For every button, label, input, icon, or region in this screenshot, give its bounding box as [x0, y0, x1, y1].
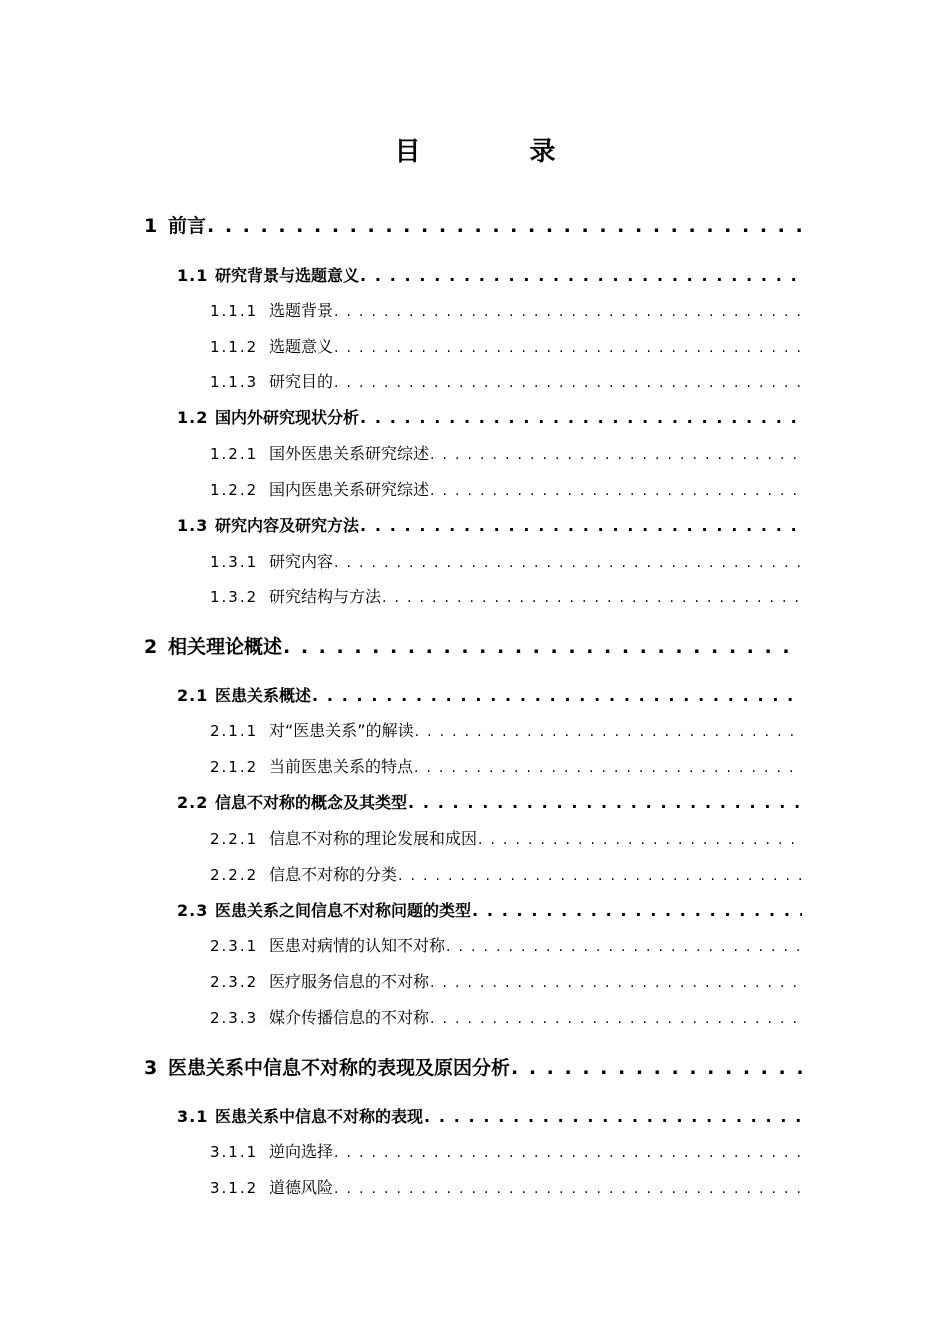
toc-entry-number: 1.1.1: [210, 302, 259, 320]
dot-leader: [360, 405, 802, 431]
dot-leader: [334, 550, 802, 575]
dot-leader: [312, 683, 802, 709]
toc-entry-number: 1.2: [177, 408, 209, 427]
toc-entry-title: 医患关系之间信息不对称问题的类型: [215, 901, 472, 920]
toc-entry-number: 1.1.2: [210, 338, 259, 356]
toc-entry[interactable]: [177, 263, 802, 289]
toc-entry[interactable]: [144, 632, 802, 662]
toc-entry[interactable]: [177, 513, 802, 539]
toc-entry[interactable]: [210, 584, 802, 610]
toc-entry-title: 医患对病情的认知不对称: [269, 936, 446, 955]
toc-entry-number: 3.1.2: [210, 1179, 259, 1197]
toc-entry[interactable]: [210, 933, 802, 959]
toc-entry[interactable]: [210, 298, 802, 324]
dot-leader: [382, 585, 802, 610]
dot-leader: [478, 827, 802, 852]
toc-entry-number: 3: [144, 1057, 158, 1079]
toc-entry-number: 1.2.2: [210, 481, 259, 499]
toc-entry-title: 医疗服务信息的不对称: [269, 972, 430, 991]
toc-entry-title: 信息不对称的概念及其类型: [215, 793, 408, 812]
dot-leader: [472, 898, 802, 924]
toc-entry-number: 2.1.2: [210, 758, 259, 776]
toc-entry-number: 2.3: [177, 901, 209, 920]
toc-entry[interactable]: [210, 862, 802, 888]
dot-leader: [446, 934, 802, 959]
dot-leader: [430, 478, 802, 503]
toc-entry[interactable]: [210, 969, 802, 995]
toc-entry-number: 1.1.3: [210, 373, 259, 391]
dot-leader: [334, 370, 802, 395]
toc-entry-number: 2.2: [177, 793, 209, 812]
toc-entry-title: 国内医患关系研究综述: [269, 480, 430, 499]
dot-leader: [414, 755, 802, 780]
toc-entry[interactable]: [177, 683, 802, 709]
toc-entry-title: 研究内容: [269, 552, 334, 571]
toc-entry-title: 选题意义: [269, 337, 334, 356]
toc-entry[interactable]: [210, 369, 802, 395]
toc-entry-number: 2.3.2: [210, 973, 259, 991]
toc-entry-title: 信息不对称的分类: [269, 865, 398, 884]
toc-entry[interactable]: [210, 1175, 802, 1201]
toc-entry[interactable]: [210, 441, 802, 467]
dot-leader: [360, 513, 802, 539]
toc-entry-number: 1.1: [177, 266, 209, 285]
toc-entry-number: 3.1: [177, 1107, 209, 1126]
toc-entry-number: 1: [144, 215, 158, 237]
toc-entry[interactable]: [177, 898, 802, 924]
toc-entry-title: 前言: [168, 215, 207, 237]
dot-leader: [430, 442, 802, 467]
toc-entry-title: 医患关系中信息不对称的表现及原因分析: [168, 1057, 511, 1079]
toc-entry-title: 道德风险: [269, 1178, 334, 1197]
toc-entry-title: 逆向选择: [269, 1142, 334, 1161]
dot-leader: [334, 335, 802, 360]
dot-leader: [207, 211, 802, 241]
dot-leader: [415, 719, 802, 744]
toc-entry[interactable]: [177, 1104, 802, 1130]
toc-entry-title: 信息不对称的理论发展和成因: [269, 829, 478, 848]
toc-entry[interactable]: [210, 477, 802, 503]
dot-leader: [424, 1104, 802, 1130]
toc-entry[interactable]: [210, 549, 802, 575]
toc-entry-title: 研究背景与选题意义: [215, 266, 360, 285]
toc-entry-number: 3.1.1: [210, 1143, 259, 1161]
toc-entry[interactable]: [177, 405, 802, 431]
toc-entry-title: 选题背景: [269, 301, 334, 320]
toc-entry-number: 2.2.1: [210, 830, 259, 848]
dot-leader: [360, 263, 802, 289]
toc-entry-number: 2: [144, 636, 158, 658]
dot-leader: [283, 632, 802, 662]
toc-entry[interactable]: [144, 211, 802, 241]
dot-leader: [408, 790, 802, 816]
toc-entry-number: 1.3.1: [210, 553, 259, 571]
toc-entry-number: 2.1: [177, 686, 209, 705]
toc-entry-title: 研究内容及研究方法: [215, 516, 360, 535]
toc-entry-title: 国外医患关系研究综述: [269, 444, 430, 463]
dot-leader: [334, 299, 802, 324]
toc-entry-title: 相关理论概述: [168, 636, 283, 658]
toc-entry[interactable]: [210, 1005, 802, 1031]
dot-leader: [334, 1140, 802, 1165]
toc-entry-title: 对“医患关系”的解读: [269, 721, 414, 740]
toc-entry[interactable]: [144, 1053, 802, 1083]
toc-entry[interactable]: [210, 718, 802, 744]
toc-entry-number: 1.3.2: [210, 588, 259, 606]
toc-entry[interactable]: [210, 1139, 802, 1165]
toc-entry[interactable]: [177, 790, 802, 816]
toc-entry-number: 1.3: [177, 516, 209, 535]
toc-entry[interactable]: [210, 826, 802, 852]
toc-entry-number: 2.2.2: [210, 866, 259, 884]
dot-leader: [511, 1053, 802, 1083]
toc-entry-number: 2.1.1: [210, 722, 259, 740]
page-title: 目 录: [394, 137, 606, 167]
toc-entry-number: 1.2.1: [210, 445, 259, 463]
toc-entry-title: 医患关系中信息不对称的表现: [215, 1107, 424, 1126]
toc-entry-title: 国内外研究现状分析: [215, 408, 360, 427]
dot-leader: [398, 863, 802, 888]
toc-entry-title: 医患关系概述: [215, 686, 312, 705]
toc-entry[interactable]: [210, 754, 802, 780]
toc-entry-number: 2.3.3: [210, 1009, 259, 1027]
dot-leader: [430, 1006, 802, 1031]
toc-entry-title: 当前医患关系的特点: [269, 757, 414, 776]
toc-entry-title: 研究目的: [269, 372, 334, 391]
dot-leader: [334, 1176, 802, 1201]
toc-entry-number: 2.3.1: [210, 937, 259, 955]
toc-entry[interactable]: [210, 334, 802, 360]
dot-leader: [430, 970, 802, 995]
toc-entry-title: 研究结构与方法: [269, 587, 382, 606]
toc-entry-title: 媒介传播信息的不对称: [269, 1008, 430, 1027]
